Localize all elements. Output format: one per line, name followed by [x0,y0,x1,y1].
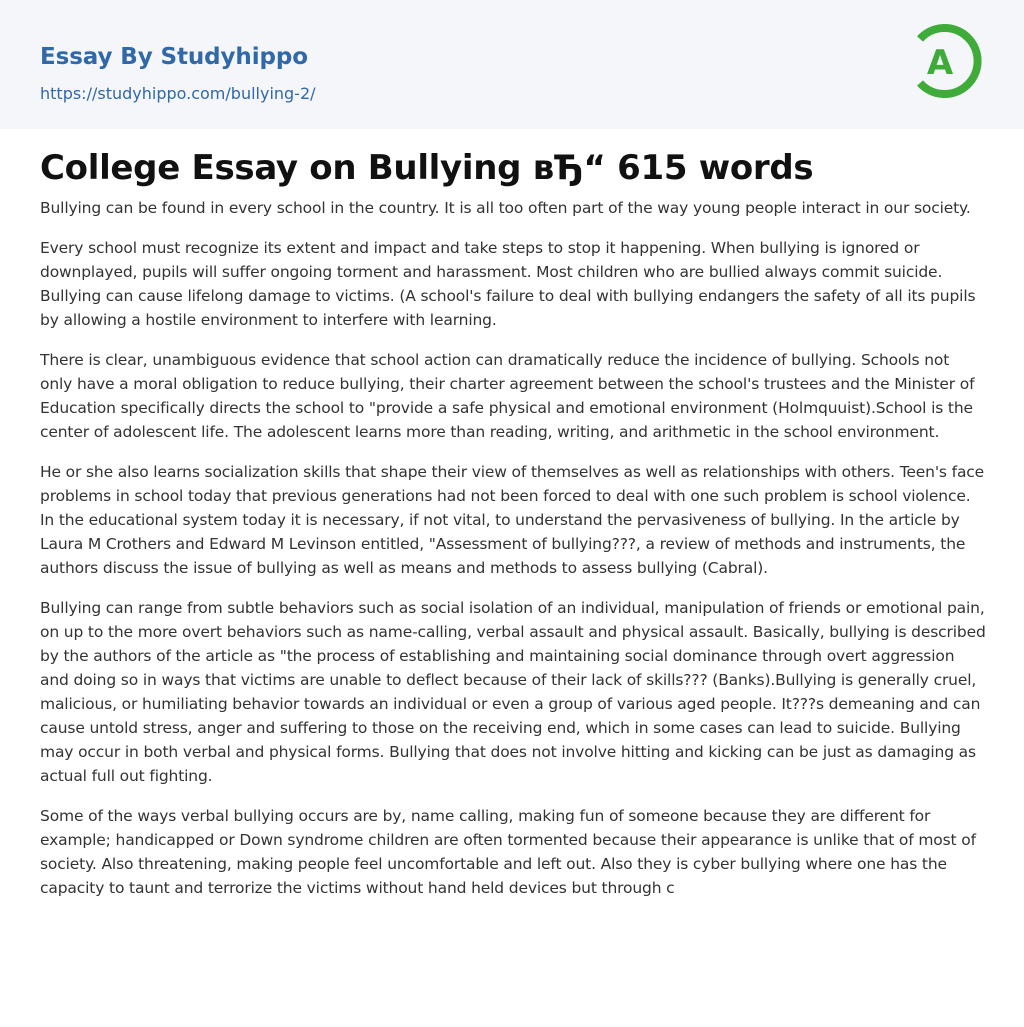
article-content [40,146,986,916]
article-title: College Essay on Bullying вЂ“ 615 words [40,148,814,188]
site-header [0,0,1024,129]
article-paragraph: Bullying can be found in every school in the country. It is all too often part of the way young people interact in our society. [40,199,971,217]
article-paragraph: Some of the ways verbal bullying occurs are by, name calling, making fun of someone because they are different for example; handicapped or Down syndrome children are often tormented because their appearance is unlike that of most of society. Also threatening, making people feel uncomfortable and left out. Also they is cyber bullying where one has the capacity to taunt and terrorize the victims without hand held devices but through c [40,807,976,897]
article-paragraph: He or she also learns socialization skills that shape their view of themselves as well as relationships with others. Teen's face problems in school today that previous generations had not been forced to deal with one such problem is school violence. In the educational system today it is necessary, if not vital, to understand the pervasiveness of bullying. In the article by Laura M Crothers and Edward M Levinson entitled, "Assessment of bullying???, a review of methods and instruments, the authors discuss the issue of bullying as well as means and methods to assess bullying (Cabral). [40,463,985,577]
source-url-link[interactable]: https://studyhippo.com/bullying-2/ [40,84,316,103]
studyhippo-logo-icon[interactable] [912,19,986,105]
article-paragraph: There is clear, unambiguous evidence that school action can dramatically reduce the incidence of bullying. Schools not only have a moral obligation to reduce bullying, their charter agreement between the school's trustees and the Minister of Education specifically directs the school to "provide a safe physical and emotional environment (Holmquuist).School is the center of adolescent life. The adolescent learns more than reading, writing, and arithmetic in the school environment. [40,351,975,441]
logo-letter: A [926,43,954,83]
article-paragraph: Bullying can range from subtle behaviors such as social isolation of an individual, manipulation of friends or emotional pain, on up to the more overt behaviors such as name-calling, verbal assault and physical assault. Basically, bullying is described by the authors of the article as "the process of establishing and maintaining social dominance through overt aggression and doing so in ways that victims are unable to deflect because of their lack of skills??? (Banks).Bullying is generally cruel, malicious, or humiliating behavior towards an individual or even a group of various aged people. It???s demeaning and can cause untold stress, anger and suffering to those on the receiving end, which in some cases can lead to suicide. Bullying may occur in both verbal and physical forms. Bullying that does not involve hitting and kicking can be just as damaging as actual full out fighting. [40,599,986,785]
site-brand[interactable]: Essay By Studyhippo [40,44,308,70]
article-paragraph: Every school must recognize its extent and impact and take steps to stop it happening. When bullying is ignored or downplayed, pupils will suffer ongoing torment and harassment. Most children who are bullied always commit suicide. Bullying can cause lifelong damage to victims. (A school's failure to deal with bullying endangers the safety of all its pupils by allowing a hostile environment to interfere with learning. [40,239,976,329]
